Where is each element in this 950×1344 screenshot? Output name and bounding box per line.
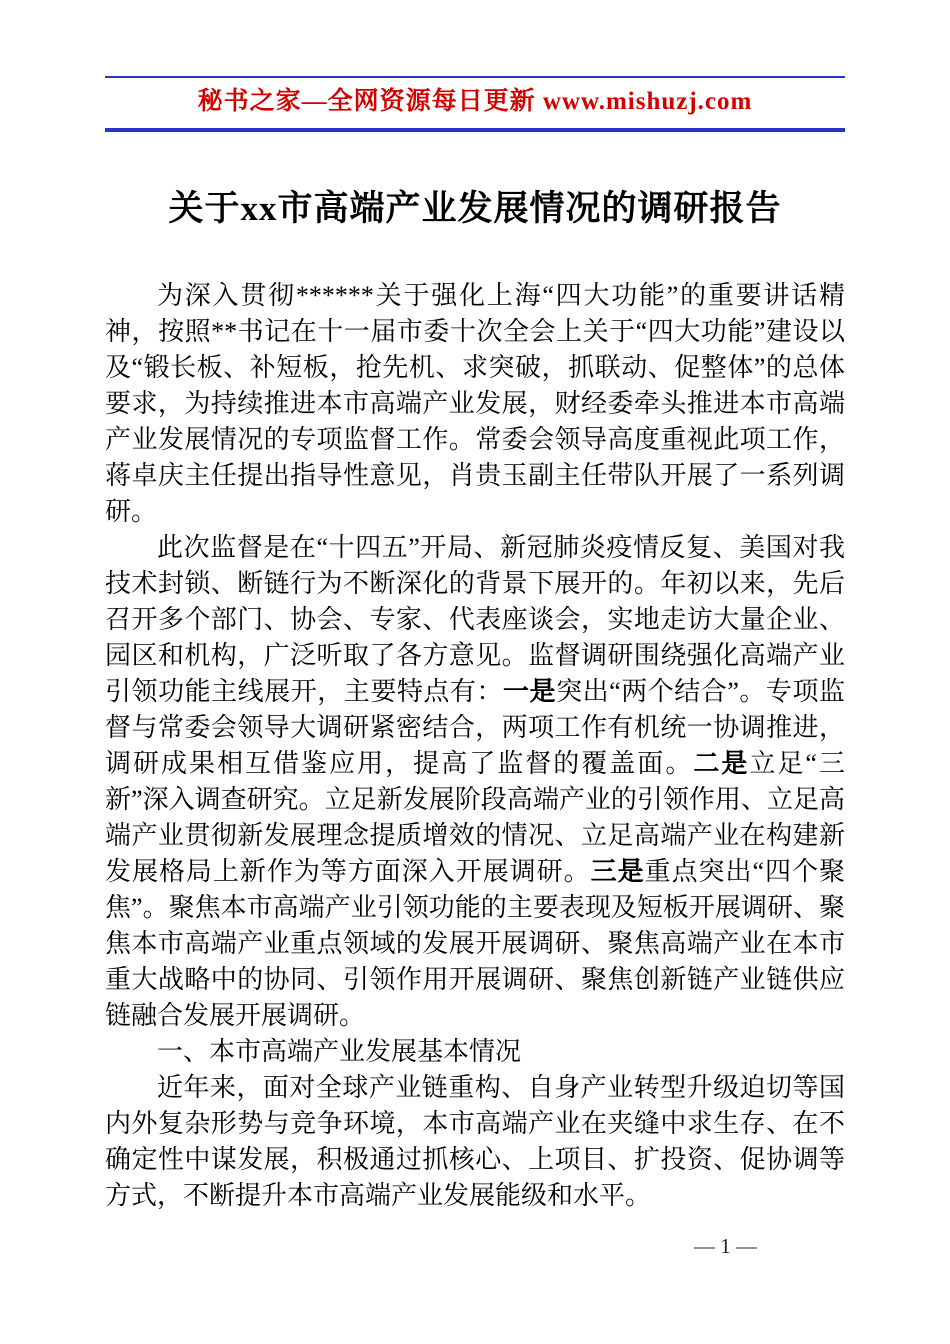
text-run: 三是 [590,857,645,886]
site-header [105,76,845,132]
document-body [105,278,845,1214]
text-run: 重点突出“四个聚焦”。聚焦本市高端产业引领功能的主要表现及短板开展调研、聚焦本市高端产业重点领域的发展开展调研、聚焦高端产业在本市重大战略中的协同、引领作用开展调研、聚焦创新链产业链供应链融合发展开展调研。 [105,857,845,1030]
site-url[interactable]: www.mishuzj.com [542,88,753,115]
document-title: 关于xx市高端产业发展情况的调研报告 [168,189,782,228]
text-run: 近年来，面对全球产业链重构、自身产业转型升级迫切等国内外复杂形势与竞争环境，本市高端产业在夹缝中求生存、在不确定性中谋发展，积极通过抓核心、上项目、扩投资、促协调等方式，不断提升本市高端产业发展能级和水平。 [105,1073,845,1210]
text-run: 一是 [502,677,557,706]
text-run: 二是 [693,749,750,778]
text-run: 为深入贯彻******关于强化上海“四大功能”的重要讲话精神，按照**书记在十一届市委十次全会上关于“四大功能”建设以及“锻长板、补短板，抢先机、求突破，抓联动、促整体”的总体要求，为持续推进本市高端产业发展，财经委牵头推进本市高端产业发展情况的专项监督工作。常委会领导高度重视此项工作，蒋卓庆主任提出指导性意见，肖贵玉副主任带队开展了一系列调研。 [105,281,845,526]
section-heading-1 [105,1034,845,1070]
text-run: 突出“两个结合”。专项监督与常委会领导大调研紧密结合，两项工作有机统一协调推进，调研成果相互借鉴应用，提高了监督的覆盖面。 [105,677,845,778]
page-number: — 1 — [694,1234,757,1258]
paragraph-overview [105,1070,845,1214]
site-name: 秘书之家 [197,88,302,115]
paragraph-supervision [105,530,845,1034]
paragraph-intro [105,278,845,530]
text-run: 立足“三新”深入调查研究。立足新发展阶段高端产业的引领作用、立足高端产业贯彻新发展理念提质增效的情况、立足高端产业在构建新发展格局上新作为等方面深入开展调研。 [105,749,845,886]
text-run: 一、本市高端产业发展基本情况 [157,1037,522,1066]
text-run: 此次监督是在“十四五”开局、新冠肺炎疫情反复、美国对我技术封锁、断链行为不断深化的背景下展开的。年初以来，先后召开多个部门、协会、专家、代表座谈会，实地走访大量企业、园区和机构，广泛听取了各方意见。监督调研围绕强化高端产业引领功能主线展开，主要特点有： [105,533,845,706]
page-footer [105,1232,845,1260]
site-tagline: —全网资源每日更新 [301,88,543,115]
